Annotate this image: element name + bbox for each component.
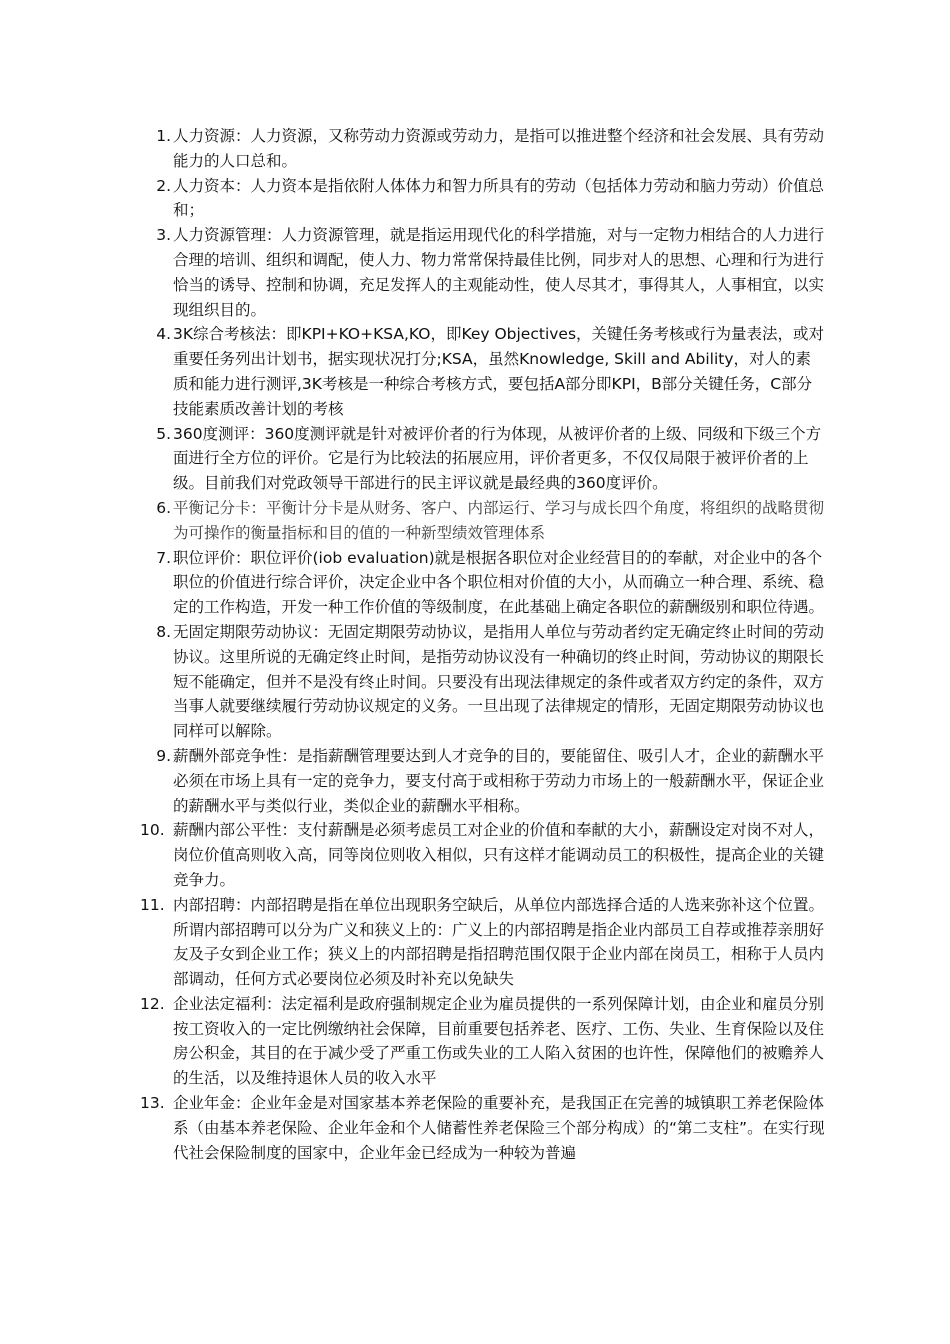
list-item-text: 薪酬内部公平性：支付薪酬是必须考虑员工对企业的价值和奉献的大小，薪酬设定对岗不对人，岗位价值高则收入高，同等岗位则收入相似，只有这样才能调动员工的积极性，提高企业的关键竞争力。 (173, 821, 825, 889)
list-item-number: 13. (140, 1094, 165, 1113)
list-item-number: 8. (156, 622, 171, 641)
list-item-number: 7. (156, 548, 171, 567)
list-item-number: 12. (140, 994, 165, 1013)
term-definition-list (140, 124, 825, 1165)
list-item-number: 10. (140, 821, 165, 840)
list-item (140, 546, 825, 620)
list-item-text: 3K综合考核法：即KPI+KO+KSA,KO，即Key Objectives，关键任务考核或行为量表法，或对重要任务列出计划书，据实现状况打分;KSA，虽然Knowledge, Skill and Ability，对人的素质和能力进行测评,3K考核是一种综合考核方式，要包括A部分即KPI，B部分关键任务，C部分技能素质改善计划的考核 (173, 325, 825, 418)
list-item-text: 内部招聘：内部招聘是指在单位出现职务空缺后，从单位内部选择合适的人选来弥补这个位置。所谓内部招聘可以分为广义和狭义上的：广义上的内部招聘是指企业内部员工自荐或推荐亲朋好友及子女到企业工作；狭义上的内部招聘是指招聘范围仅限于企业内部在岗员工，相称于人员内部调动，任何方式必要岗位必须及时补充以免缺失 (173, 895, 825, 989)
list-item (140, 174, 825, 224)
list-item (140, 744, 825, 818)
list-item-number: 3. (156, 226, 171, 245)
list-item-text: 职位评价：职位评价(iob evaluation)就是根据各职位对企业经营目的的奉献，对企业中的各个职位的价值进行综合评价，决定企业中各个职位相对价值的大小，从而确立一种合理、系统、稳定的工作构造，开发一种工作价值的等级制度，在此基础上确定各职位的薪酬级别和职位待遇。 (173, 548, 825, 617)
list-item-number: 4. (156, 325, 171, 344)
list-item-text: 360度测评：360度测评就是针对被评价者的行为体现，从被评价者的上级、同级和下级三个方面进行全方位的评价。它是行为比较法的拓展应用，评价者更多，不仅仅局限于被评价者的上级。目前我们对党政领导干部进行的民主评议就是最经典的360度评价。 (173, 424, 822, 493)
list-item-text: 企业年金：企业年金是对国家基本养老保险的重要补充，是我国正在完善的城镇职工养老保险体系（由基本养老保险、企业年金和个人储蓄性养老保险三个部分构成）的“第二支柱”。在实行现代社会保险制度的国家中，企业年金已经成为一种较为普遍 (173, 1094, 825, 1162)
list-item-text: 平衡记分卡：平衡计分卡是从财务、客户、内部运行、学习与成长四个角度，将组织的战略贯彻为可操作的衡量指标和目的值的一种新型绩效管理体系 (173, 498, 825, 542)
list-item (140, 322, 825, 421)
list-item-number: 5. (156, 424, 171, 443)
list-item (140, 992, 825, 1091)
list-item (140, 620, 825, 744)
list-item (140, 223, 825, 322)
list-item-number: 6. (156, 498, 171, 517)
list-item (140, 124, 825, 174)
list-item-number: 2. (156, 176, 171, 195)
list-item (140, 893, 825, 992)
list-item (140, 422, 825, 496)
list-item-text: 薪酬外部竞争性：是指薪酬管理要达到人才竞争的目的，要能留住、吸引人才，企业的薪酬水平必须在市场上具有一定的竞争力，要支付高于或相称于劳动力市场上的一般薪酬水平，保证企业的薪酬水平与类似行业，类似企业的薪酬水平相称。 (173, 746, 825, 815)
list-item (140, 818, 825, 892)
list-item (140, 1091, 825, 1165)
list-item-text: 无固定期限劳动协议：无固定期限劳动协议，是指用人单位与劳动者约定无确定终止时间的劳动协议。这里所说的无确定终止时间，是指劳动协议没有一种确切的终止时间，劳动协议的期限长短不能确定，但并不是没有终止时间。只要没有出现法律规定的条件或者双方约定的条件，双方当事人就要继续履行劳动协议规定的义务。一旦出现了法律规定的情形，无固定期限劳动协议也同样可以解除。 (173, 622, 825, 741)
list-item-text: 人力资源：人力资源，又称劳动力资源或劳动力，是指可以推进整个经济和社会发展、具有劳动能力的人口总和。 (173, 127, 825, 170)
list-item-number: 11. (140, 895, 165, 914)
list-item-text: 人力资本：人力资本是指依附人体体力和智力所具有的劳动（包括体力劳动和脑力劳动）价值总和； (173, 176, 825, 220)
list-item-text: 人力资源管理：人力资源管理，就是指运用现代化的科学措施，对与一定物力相结合的人力进行合理的培训、组织和调配，使人力、物力常常保持最佳比例，同步对人的思想、心理和行为进行恰当的诱导、控制和协调，充足发挥人的主观能动性，使人尽其才，事得其人，人事相宜，以实现组织目的。 (173, 226, 825, 319)
list-item-number: 9. (156, 746, 171, 765)
list-item-text: 企业法定福利：法定福利是政府强制规定企业为雇员提供的一系列保障计划，由企业和雇员分别按工资收入的一定比例缴纳社会保障，目前重要包括养老、医疗、工伤、失业、生育保险以及住房公积金，其目的在于减少受了严重工伤或失业的工人陷入贫困的也许性，保障他们的被赡养人的生活，以及维持退休人员的收入水平 (173, 994, 825, 1088)
list-item-number: 1. (156, 127, 171, 145)
list-item (140, 496, 825, 546)
